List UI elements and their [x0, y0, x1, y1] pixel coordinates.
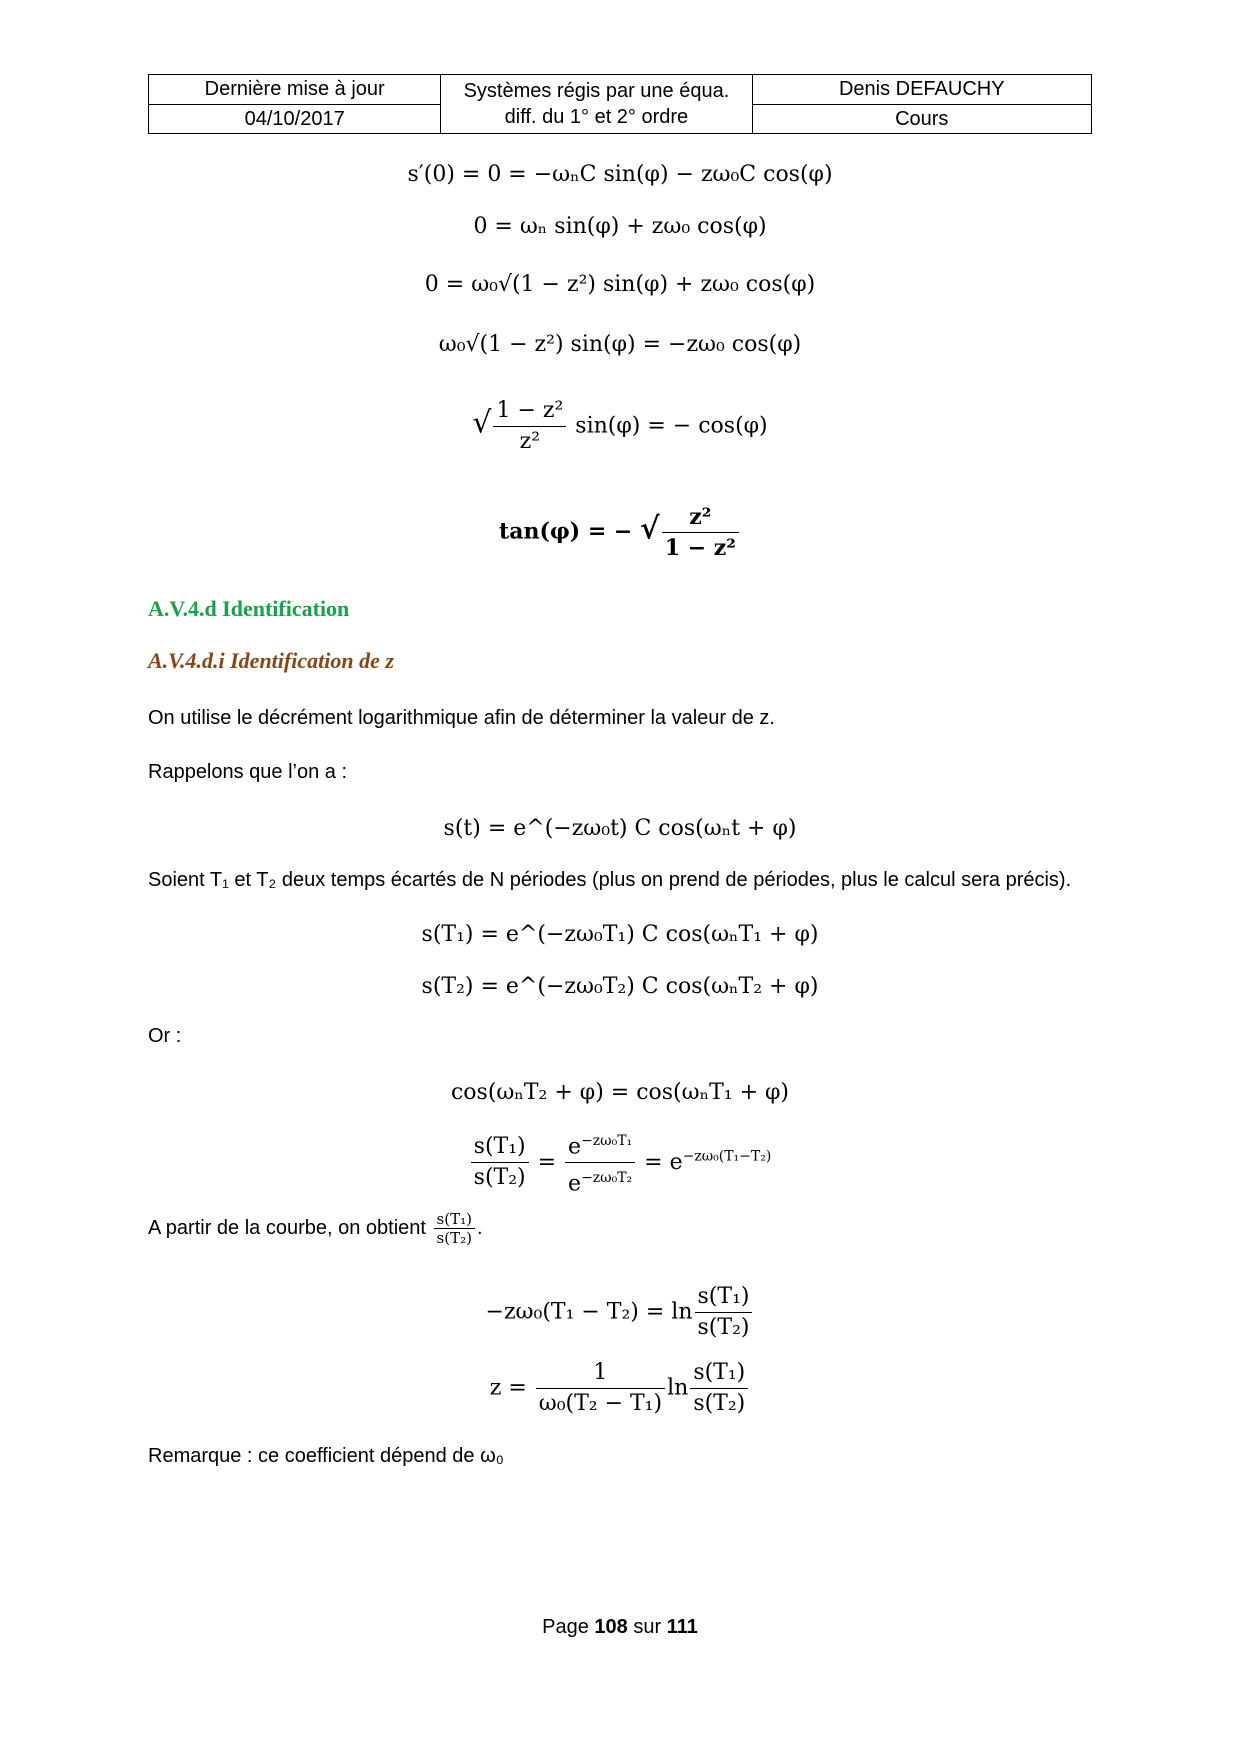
- fraction-z2-over-1-z2: $\frac{\text{z²}}{\text{1 − z²}}$: [662, 502, 739, 563]
- author: Denis DEFAUCHY: [752, 75, 1091, 105]
- document-title: [441, 75, 752, 134]
- paragraph-2: Rappelons que l’on a :: [148, 761, 348, 783]
- title-line2: diff. du 1° et 2° ordre: [504, 106, 689, 128]
- header-table: [148, 74, 1092, 134]
- section-heading: A.V.4.d Identification: [148, 596, 350, 621]
- equation-st: s(t) = e^(−zω₀t) C cos(ωₙt + φ): [443, 816, 797, 841]
- paragraph-5-text: A partir de la courbe, on obtient: [148, 1216, 426, 1239]
- equation-2: 0 = ωₙ sin(φ) + zω₀ cos(φ): [473, 214, 767, 239]
- page-number: 108: [594, 1616, 628, 1638]
- paragraph-4: Or :: [148, 1025, 182, 1047]
- equation-cos: cos(ωₙT₂ + φ) = cos(ωₙT₁ + φ): [450, 1080, 789, 1105]
- paragraph-1: On utilise le décrément logarithmique afin de déterminer la valeur de z.: [148, 707, 775, 729]
- equation-5: [0, 396, 1240, 457]
- equation-1: s′(0) = 0 = −ωₙC sin(φ) − zω₀C cos(φ): [407, 162, 833, 187]
- equation-ln: −zω₀(T₁ − T₂) = ln $\frac{\text{s(T₁)}}{\text{s(T₂)}}$: [0, 1282, 1240, 1343]
- equation-tan-lhs: tan(φ) = −: [499, 518, 633, 545]
- equation-3: 0 = ω₀√(1 − z²) sin(φ) + zω₀ cos(φ): [424, 272, 816, 297]
- doc-type: Cours: [752, 104, 1091, 134]
- fraction-1-z2-over-z2: $\frac{\text{1 − z²}}{\text{z²}}$: [493, 396, 566, 457]
- subsection-heading: A.V.4.d.i Identification de z: [148, 648, 394, 673]
- title-line1: Systèmes régis par une équa.: [463, 80, 730, 102]
- equation-tan: tan(φ) = − √ $\frac{\text{z²}}{\text{1 − z²}}$: [0, 502, 1240, 563]
- page-footer: Page 108 sur 111: [542, 1616, 698, 1638]
- equation-sT2: s(T₂) = e^(−zω₀T₂) C cos(ωₙT₂ + φ): [421, 974, 819, 999]
- page-total: 111: [666, 1616, 698, 1638]
- remark: Remarque : ce coefficient dépend de ω₀: [148, 1445, 504, 1467]
- equation-sT1: s(T₁) = e^(−zω₀T₁) C cos(ωₙT₁ + φ): [421, 922, 819, 947]
- paragraph-5: A partir de la courbe, on obtient $\frac{\text{s(T₁)}}{\text{s(T₂)}}$ .: [148, 1210, 483, 1247]
- equation-4: ω₀√(1 − z²) sin(φ) = −zω₀ cos(φ): [438, 332, 802, 357]
- paragraph-3: Soient T₁ et T₂ deux temps écartés de N périodes (plus on prend de périodes, plus le calcul sera précis).: [148, 869, 1072, 891]
- last-update-date: 04/10/2017: [149, 104, 441, 134]
- equation-z: z = $\frac{1}{\text{ω₀(T₂ − T₁)}}$ ln $\frac{\text{s(T₁)}}{\text{s(T₂)}}$: [0, 1358, 1240, 1419]
- last-update-label: Dernière mise à jour: [149, 75, 441, 105]
- equation-5-rhs: sin(φ) = − cos(φ): [575, 413, 768, 439]
- sqrt-sign: √: [472, 405, 492, 441]
- equation-ratio: $\frac{\text{s(T₁)}}{\text{s(T₂)}}$ = $\frac{e^{-z\omega_0T_1}}{e^{-z\omega_0T_2}}$ = $e^{-z\omega_0(T_1-T_2)}$: [0, 1126, 1240, 1200]
